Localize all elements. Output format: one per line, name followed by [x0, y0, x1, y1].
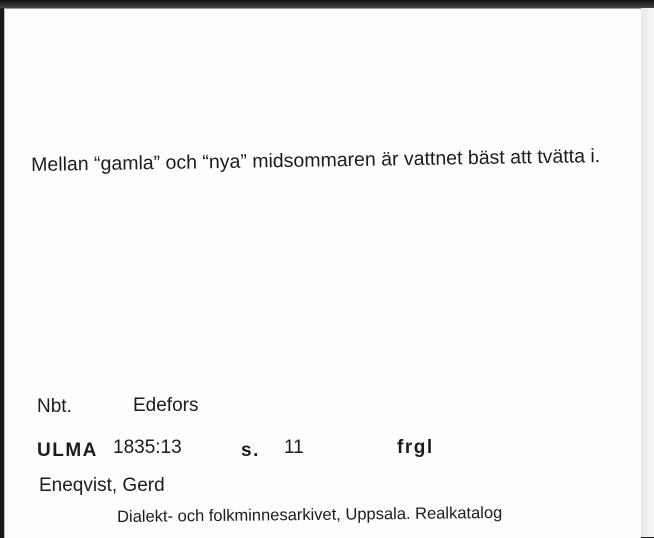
landskap-label: Nbt.	[37, 396, 72, 417]
archive-card	[4, 8, 641, 538]
record-text: Mellan “gamla” och “nya” midsommaren är vattnet bäst att tvätta i.	[31, 145, 601, 176]
scan-top-edge	[0, 0, 654, 8]
accession-number: 1835:13	[113, 437, 182, 458]
collector-name: Eneqvist, Gerd	[39, 475, 165, 496]
scan-right-edge	[640, 8, 654, 537]
socken-name: Edefors	[133, 395, 199, 416]
archive-code: ULMA	[37, 440, 98, 461]
archive-footer: Dialekt- och folkminnesarkivet, Uppsala. Realkatalog	[117, 503, 503, 526]
type-code: frgl	[397, 437, 434, 458]
page-number: 11	[284, 437, 304, 458]
page-label: s.	[241, 440, 260, 461]
